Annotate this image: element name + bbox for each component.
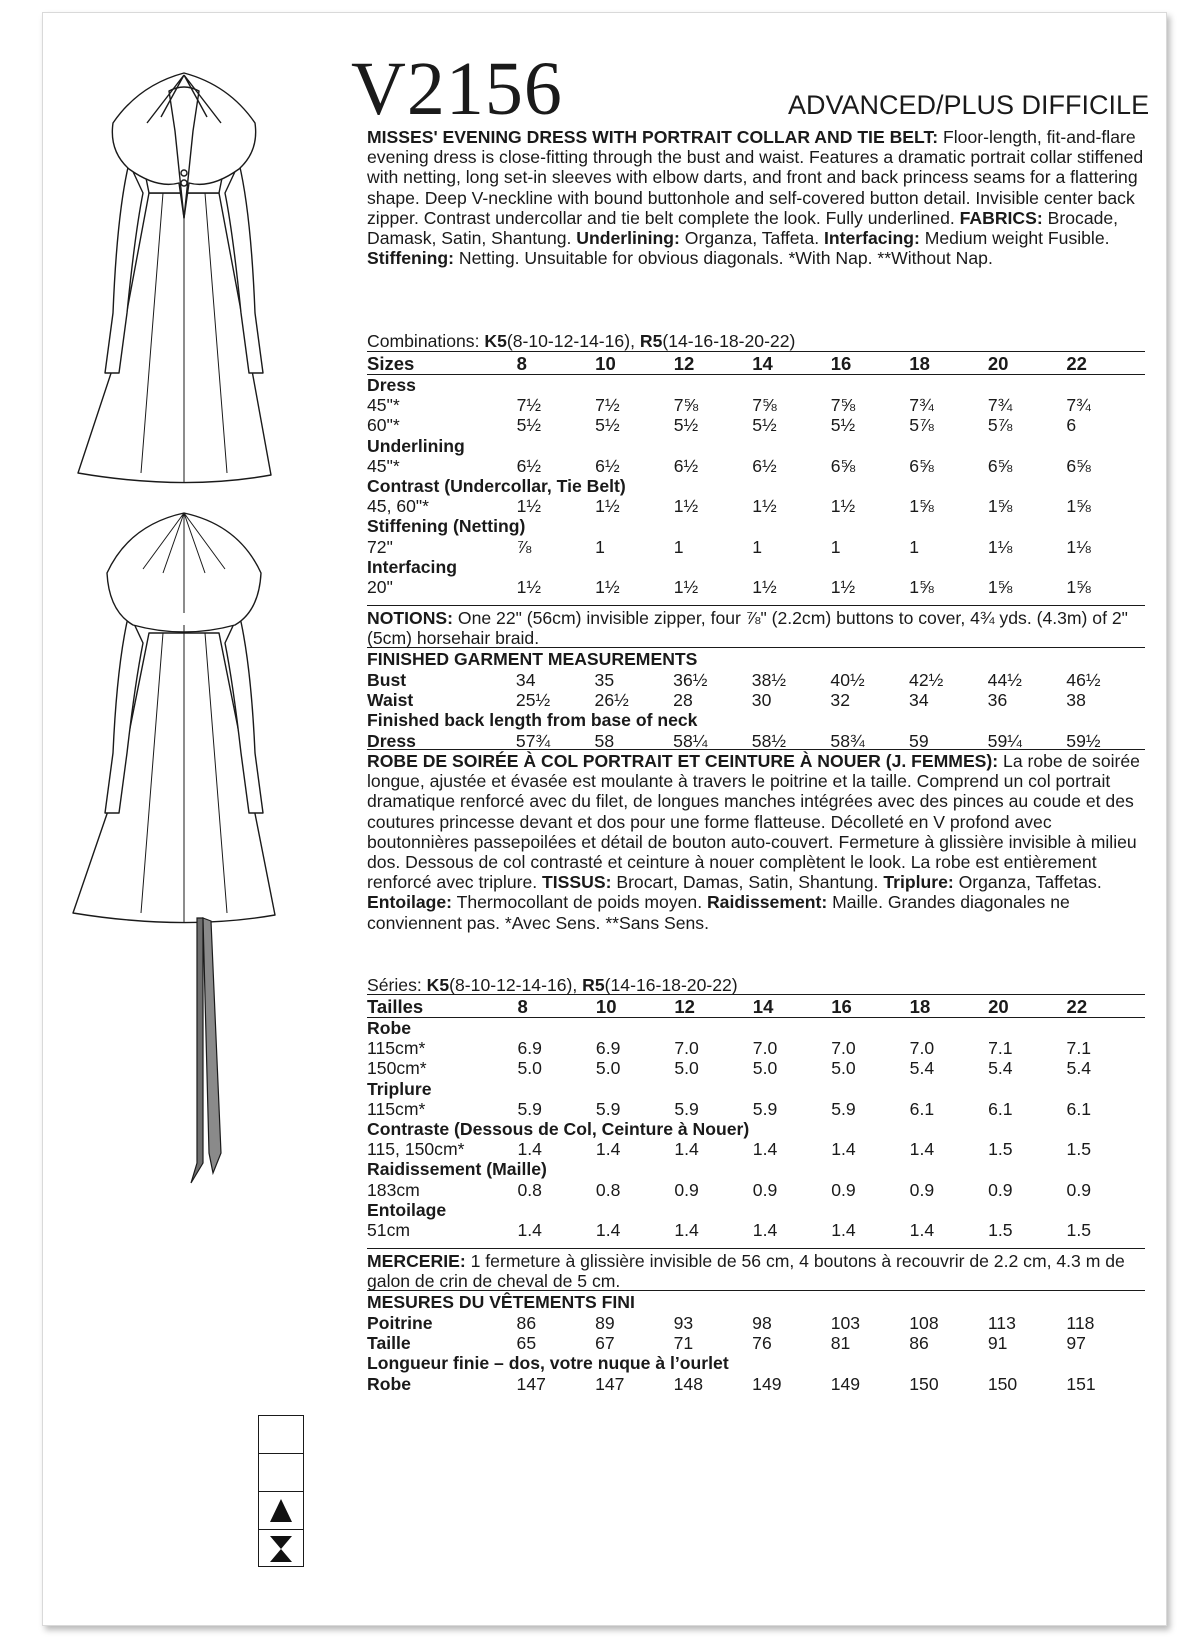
- table-cell: 113: [987, 1313, 1016, 1333]
- french-yardage-table-wrap: [367, 994, 1145, 1240]
- table-cell: 1.4: [752, 1220, 778, 1241]
- table-cell: 59¼: [987, 730, 1022, 751]
- table-cell: 5.0: [517, 1058, 542, 1079]
- text-run: Thermocollant de poids moyen.: [452, 892, 707, 913]
- text-run: 1 fermeture à glissière invisible de 56 cm, 4 boutons à recouvrir de 2.2 cm, 4.3 m de galon de crin de cheval de 5 cm.: [367, 1251, 1125, 1291]
- table-group-row: [367, 557, 1145, 577]
- french-notions: [367, 1248, 1145, 1291]
- table-cell: 1.4: [517, 1220, 542, 1241]
- table-cell: 1⅝: [1066, 496, 1091, 517]
- english-yardage-table-wrap: [367, 351, 1145, 597]
- table-cell: 30: [751, 690, 772, 711]
- text-run: FABRICS:: [959, 207, 1043, 228]
- table-cell: 5.9: [831, 1098, 856, 1119]
- symbol-cell-empty: [259, 1416, 303, 1454]
- table-cell: 150cm*: [367, 1058, 427, 1079]
- pattern-envelope-back: [42, 12, 1167, 1626]
- table-cell: 5⅞: [987, 415, 1013, 436]
- table-cell: 1⅝: [987, 577, 1013, 598]
- table-cell: 18: [909, 352, 988, 375]
- table-cell: 5½: [830, 415, 856, 436]
- table-cell: 58: [594, 730, 615, 751]
- text-run: TISSUS:: [542, 872, 612, 893]
- table-cell: 6.1: [988, 1098, 1013, 1119]
- table-group-row: [367, 1119, 1145, 1139]
- table-row: [367, 395, 1145, 415]
- table-group-row: [367, 436, 1145, 456]
- text-run: Organza, Taffetas.: [953, 872, 1102, 893]
- table-cell: 115, 150cm*: [367, 1139, 465, 1160]
- text-run: K5: [426, 975, 450, 995]
- difficulty-level: ADVANCED/PLUS DIFFICILE: [788, 90, 1150, 120]
- table-row: [367, 731, 1145, 751]
- table-cell: 0.9: [674, 1179, 699, 1200]
- text-run: MERCERIE:: [367, 1251, 466, 1271]
- table-cell: 149: [752, 1373, 782, 1394]
- table-cell: 6⅝: [909, 455, 934, 476]
- table-cell: 5.0: [674, 1058, 699, 1079]
- table-cell: 6½: [673, 455, 699, 476]
- table-cell: 1.5: [1066, 1220, 1091, 1241]
- table-row: [367, 1038, 1145, 1058]
- table-row: [367, 537, 1145, 557]
- table-cell: 38½: [751, 670, 787, 690]
- table-cell: 5.0: [831, 1058, 856, 1079]
- text-run: ROBE DE SOIRÉE À COL PORTRAIT ET CEINTURE À NOUER (J. FEMMES):: [367, 751, 999, 771]
- table-cell: 103: [830, 1313, 861, 1333]
- table-cell: Triplure: [367, 1078, 432, 1099]
- table-group-row: [367, 1200, 1145, 1220]
- table-cell: 5½: [516, 415, 542, 436]
- table-group-row: [367, 710, 1145, 730]
- french-yardage-table: [367, 994, 1145, 1240]
- table-cell: Interfacing: [367, 556, 457, 577]
- table-cell: 1.5: [988, 1220, 1013, 1241]
- table-cell: 150: [987, 1373, 1018, 1394]
- text-run: (8-10-12-14-16),: [506, 331, 640, 351]
- table-cell: 1.4: [909, 1139, 935, 1160]
- french-measurements-title: MESURES DU VÊTEMENTS FINI: [367, 1290, 1145, 1313]
- table-cell: 5.9: [517, 1098, 542, 1119]
- table-cell: Robe: [367, 1373, 411, 1394]
- table-cell: 14: [753, 995, 831, 1018]
- table-cell: Waist: [367, 690, 414, 711]
- table-cell: Entoilage: [367, 1199, 447, 1220]
- table-cell: 8: [517, 352, 596, 375]
- table-cell: 1: [595, 536, 605, 557]
- table-cell: 6.9: [517, 1038, 542, 1059]
- text-run: Maille. Grandes diagonales ne conviennent pas. *Avec Sens. **Sans Sens.: [367, 892, 1070, 933]
- table-cell: 108: [909, 1313, 939, 1333]
- table-cell: 7⅝: [673, 395, 699, 416]
- table-cell: 28: [673, 690, 693, 711]
- table-row: [367, 1313, 1145, 1333]
- table-cell: 6⅝: [987, 455, 1013, 476]
- table-cell: 7.1: [988, 1038, 1013, 1059]
- text-run: MISSES' EVENING DRESS WITH PORTRAIT COLLAR AND TIE BELT:: [367, 127, 939, 147]
- table-row: [367, 415, 1145, 435]
- table-cell: 34: [515, 670, 536, 690]
- table-cell: 40½: [830, 670, 865, 690]
- english-measurements-table: [367, 670, 1145, 751]
- table-cell: 0.8: [517, 1179, 542, 1200]
- table-cell: 5.4: [909, 1058, 935, 1079]
- table-cell: 1: [673, 536, 684, 557]
- dress-front-illustration: [78, 73, 271, 483]
- table-cell: 7½: [516, 395, 542, 416]
- text-run: Brocart, Damas, Satin, Shantung.: [611, 872, 884, 893]
- english-measurements: [367, 647, 1145, 751]
- symbol-cell-triangle: [259, 1492, 303, 1530]
- table-cell: 36½: [673, 670, 708, 690]
- table-cell: 16: [831, 995, 909, 1018]
- table-cell: 35: [594, 670, 615, 690]
- english-notions: [367, 605, 1145, 648]
- text-run: Brocade, Damask, Satin, Shantung.: [367, 207, 1119, 249]
- table-cell: 0.9: [831, 1179, 856, 1200]
- table-cell: 6.1: [909, 1098, 935, 1119]
- table-cell: 18: [910, 995, 988, 1018]
- table-cell: 32: [830, 690, 850, 711]
- table-cell: 71: [673, 1333, 694, 1354]
- table-cell: 58½: [751, 730, 787, 751]
- table-cell: 1½: [752, 577, 777, 598]
- french-measurements-table: [367, 1313, 1145, 1394]
- table-cell: 59: [909, 730, 929, 751]
- table-group-row: [367, 1353, 1145, 1373]
- text-run: NOTIONS:: [367, 608, 454, 628]
- table-cell: 86: [909, 1333, 929, 1354]
- table-cell: Poitrine: [367, 1313, 433, 1333]
- table-cell: Underlining: [367, 435, 465, 456]
- table-row: [367, 1180, 1145, 1200]
- table-cell: 5½: [673, 415, 699, 436]
- table-cell: 6.1: [1066, 1098, 1091, 1119]
- text-run: (14-16-18-20-22): [604, 975, 738, 995]
- text-run: Séries:: [367, 975, 427, 995]
- table-cell: 5⅞: [909, 415, 934, 436]
- table-cell: 1½: [673, 496, 699, 517]
- table-cell: 45"*: [367, 395, 400, 416]
- table-row: [367, 1374, 1145, 1394]
- table-cell: 1½: [752, 496, 777, 517]
- text-run: Netting. Unsuitable for obvious diagonals. *With Nap. **Without Nap.: [453, 248, 993, 269]
- table-cell: 0.9: [752, 1179, 778, 1200]
- table-cell: 7⅝: [752, 395, 777, 416]
- table-cell: 14: [752, 352, 831, 375]
- table-row: [367, 1099, 1145, 1119]
- table-cell: 93: [673, 1313, 694, 1333]
- french-description-text: [367, 751, 1145, 933]
- table-cell: 7.0: [909, 1038, 935, 1059]
- table-cell: Dress: [367, 730, 416, 751]
- text-run: (14-16-18-20-22): [662, 331, 796, 351]
- table-row: [367, 1220, 1145, 1240]
- symbol-box: [258, 1415, 304, 1567]
- table-cell: 150: [909, 1373, 939, 1394]
- table-cell: 1½: [673, 577, 699, 598]
- table-group-row: [367, 516, 1145, 536]
- table-cell: 1.4: [517, 1139, 542, 1160]
- table-cell: 147: [516, 1373, 546, 1394]
- table-row: [367, 670, 1145, 690]
- table-cell: 10: [595, 352, 674, 375]
- table-cell: 1.5: [1066, 1139, 1091, 1160]
- table-cell: 5.0: [595, 1058, 621, 1079]
- french-measurements: [367, 1290, 1145, 1394]
- table-cell: 7¾: [909, 395, 934, 416]
- english-combinations: [367, 331, 1145, 351]
- table-cell: 1½: [595, 577, 620, 598]
- table-cell: 6.9: [595, 1038, 621, 1059]
- table-cell: 45"*: [367, 455, 400, 476]
- table-group-row: [367, 476, 1145, 496]
- table-cell: 1½: [516, 496, 542, 517]
- table-cell: 45, 60"*: [367, 496, 430, 517]
- dress-back-illustration: [73, 513, 275, 923]
- table-cell: 1.5: [988, 1139, 1013, 1160]
- table-cell: 16: [831, 352, 910, 375]
- table-cell: 183cm: [367, 1179, 420, 1200]
- table-cell: 51cm: [367, 1220, 411, 1241]
- text-run: R5: [639, 331, 663, 351]
- table-cell: 1½: [830, 577, 856, 598]
- table-cell: 1⅝: [1066, 577, 1091, 598]
- table-cell: 1: [830, 536, 841, 557]
- table-cell: 0.9: [988, 1179, 1013, 1200]
- text-run: Organza, Taffeta.: [679, 228, 825, 249]
- table-cell: 0.8: [595, 1179, 621, 1200]
- table-cell: 0.9: [1066, 1179, 1091, 1200]
- text-run: Entoilage:: [367, 892, 453, 913]
- table-cell: 46½: [1066, 670, 1101, 690]
- text-run: Interfacing:: [824, 228, 920, 249]
- table-cell: 0.9: [909, 1179, 935, 1200]
- symbol-cell-empty: [259, 1454, 303, 1492]
- table-cell: 1⅝: [987, 496, 1013, 517]
- table-cell: 1⅝: [909, 577, 934, 598]
- table-cell: 5.4: [988, 1058, 1013, 1079]
- table-cell: 67: [595, 1333, 615, 1354]
- table-cell: 1.4: [909, 1220, 935, 1241]
- table-header-row: [367, 352, 1145, 375]
- table-cell: 149: [830, 1373, 861, 1394]
- table-cell: 6½: [516, 455, 542, 476]
- table-cell: 1⅝: [909, 496, 934, 517]
- text-run: K5: [484, 331, 507, 351]
- text-run: Raidissement:: [706, 892, 828, 913]
- table-row: [367, 456, 1145, 476]
- table-cell: 6½: [752, 455, 777, 476]
- table-cell: Robe: [367, 1018, 411, 1038]
- table-cell: 59½: [1066, 730, 1101, 751]
- table-cell: Contraste (Dessous de Col, Ceinture à Nouer): [367, 1119, 750, 1140]
- table-cell: 1½: [516, 577, 542, 598]
- table-cell: 91: [987, 1333, 1008, 1354]
- table-cell: 81: [830, 1333, 851, 1354]
- table-cell: Stiffening (Netting): [367, 516, 526, 537]
- table-cell: 1½: [595, 496, 620, 517]
- table-cell: Taille: [367, 1333, 411, 1354]
- table-cell: 1.4: [831, 1139, 856, 1160]
- table-cell: 1½: [830, 496, 856, 517]
- table-cell: 44½: [987, 670, 1022, 690]
- english-measurements-title: FINISHED GARMENT MEASUREMENTS: [367, 647, 1145, 670]
- table-header-row: [367, 995, 1145, 1018]
- table-cell: 98: [752, 1313, 772, 1333]
- table-cell: 58¾: [830, 730, 865, 751]
- table-cell: 6⅝: [830, 455, 856, 476]
- pattern-number: V2156: [351, 47, 563, 131]
- table-cell: 7.0: [674, 1038, 699, 1059]
- table-cell: 7½: [595, 395, 620, 416]
- table-cell: 89: [595, 1313, 615, 1333]
- table-cell: 6⅝: [1066, 455, 1091, 476]
- table-cell: 7¾: [1066, 395, 1091, 416]
- table-cell: 1.4: [674, 1220, 699, 1241]
- english-description: [367, 127, 1145, 268]
- table-cell: 151: [1066, 1373, 1096, 1394]
- table-cell: 115cm*: [367, 1098, 426, 1119]
- table-cell: 5.9: [595, 1098, 621, 1119]
- table-cell: Contrast (Undercollar, Tie Belt): [367, 476, 626, 497]
- table-cell: 7⅝: [830, 395, 856, 416]
- table-cell: 76: [752, 1333, 772, 1354]
- table-cell: Dress: [367, 375, 416, 395]
- table-cell: 1.4: [752, 1139, 778, 1160]
- table-cell: 22: [1066, 352, 1145, 375]
- table-group-row: [367, 1159, 1145, 1179]
- table-row: [367, 690, 1145, 710]
- table-cell: 12: [674, 352, 753, 375]
- table-cell: Raidissement (Maille): [367, 1159, 547, 1180]
- table-cell: 5.9: [752, 1098, 778, 1119]
- table-cell: 6½: [595, 455, 620, 476]
- table-cell: Tailles: [367, 995, 517, 1018]
- table-cell: 115cm*: [367, 1038, 426, 1059]
- table-cell: 22: [1067, 995, 1145, 1018]
- table-cell: 20: [988, 995, 1066, 1018]
- table-cell: 20: [988, 352, 1067, 375]
- table-cell: 1.4: [674, 1139, 699, 1160]
- french-combinations: [367, 975, 1145, 995]
- table-cell: 148: [673, 1373, 703, 1394]
- tie-belt-illustration: [191, 918, 221, 1183]
- table-cell: 5½: [752, 415, 777, 436]
- english-description-text: [367, 127, 1145, 268]
- text-run: (8-10-12-14-16),: [449, 975, 583, 995]
- table-cell: 1⅛: [987, 536, 1013, 557]
- table-cell: 97: [1066, 1333, 1086, 1354]
- table-cell: 8: [517, 995, 595, 1018]
- french-description: [367, 749, 1145, 933]
- text-run: One 22" (56cm) invisible zipper, four ⅞" (2.2cm) buttons to cover, 4¾ yds. (4.3m) of 2" (5cm) horsehair braid.: [367, 608, 1128, 648]
- table-cell: 7¾: [987, 395, 1013, 416]
- table-cell: 1: [752, 536, 763, 557]
- table-row: [367, 577, 1145, 597]
- table-cell: 6: [1066, 415, 1077, 436]
- table-cell: 1.4: [831, 1220, 856, 1241]
- table-cell: 5.0: [752, 1058, 778, 1079]
- table-cell: Finished back length from base of neck: [367, 710, 698, 731]
- table-cell: 5½: [595, 415, 620, 436]
- text-run: La robe de soirée longue, ajustée et évasée est moulante à travers le poitrine et la taille. Comprend un col portrait dramatique renforcé avec du filet, de longues manches intégrées avec des pinces au coude et des coutures princesse devant et dos pour une forme flatteuse. Décolleté en V profond avec boutonnières passepoilées et détail de bouton auto-couvert. Fermeture à glissière invisible à milieu dos. Dessous de col contrasté et ceinture à nouer complètent le look. La robe est entièrement renforcé avec triplure.: [367, 751, 1140, 893]
- table-group-row: [367, 375, 1145, 396]
- table-cell: 1.4: [595, 1139, 621, 1160]
- table-cell: 5.4: [1066, 1058, 1091, 1079]
- table-cell: 1⅛: [1066, 536, 1091, 557]
- table-cell: 147: [595, 1373, 625, 1394]
- table-cell: 1.4: [595, 1220, 621, 1241]
- table-group-row: [367, 1079, 1145, 1099]
- table-cell: 58¼: [673, 730, 708, 751]
- table-cell: Longueur finie – dos, votre nuque à l’ourlet: [367, 1353, 729, 1374]
- text-run: Floor-length, fit-and-flare evening dress is close-fitting through the bust and waist. Features a dramatic portrait collar stiffened with netting, long set-in sleeves with elbow darts, and front and back princess seams for a flattering shape. Deep V-neckline with bound buttonhole and self-covered button detail. Invisible center back zipper. Contrast undercollar and tie belt complete the look. Fully underlined.: [367, 127, 1144, 228]
- table-cell: 5.9: [674, 1098, 699, 1119]
- table-cell: 7.0: [752, 1038, 778, 1059]
- text-run: Combinations:: [367, 331, 485, 351]
- table-cell: 10: [596, 995, 674, 1018]
- text-run: Underlining:: [576, 228, 680, 249]
- text-run: Triplure:: [883, 872, 954, 893]
- table-cell: 72": [367, 536, 393, 557]
- table-cell: 12: [674, 995, 752, 1018]
- table-cell: Sizes: [367, 352, 517, 375]
- english-yardage-table: [367, 351, 1145, 597]
- table-cell: Bust: [367, 670, 407, 690]
- table-cell: 42½: [909, 670, 944, 690]
- triangle-up-icon: [259, 1492, 303, 1529]
- table-cell: 36: [987, 690, 1008, 711]
- table-cell: 65: [516, 1333, 537, 1354]
- table-cell: 1: [909, 536, 920, 557]
- table-cell: 7.0: [831, 1038, 856, 1059]
- table-cell: 118: [1066, 1313, 1095, 1333]
- table-cell: 60"*: [367, 415, 400, 436]
- text-run: Medium weight Fusible.: [919, 228, 1110, 249]
- table-group-row: [367, 1018, 1145, 1039]
- table-cell: 20": [367, 577, 393, 598]
- table-row: [367, 1058, 1145, 1078]
- table-cell: 86: [516, 1313, 537, 1333]
- table-cell: 26½: [594, 690, 629, 711]
- table-cell: 25½: [515, 690, 551, 711]
- table-cell: 34: [909, 690, 929, 711]
- text-run: R5: [582, 975, 605, 995]
- table-cell: ⅞: [516, 536, 532, 557]
- text-run: Stiffening:: [367, 248, 454, 269]
- table-cell: 38: [1066, 690, 1086, 711]
- table-row: [367, 496, 1145, 516]
- table-row: [367, 1139, 1145, 1159]
- table-cell: 57¾: [515, 730, 551, 751]
- symbol-cell-hourglass: [259, 1530, 303, 1567]
- table-cell: 7.1: [1066, 1038, 1091, 1059]
- hourglass-icon: [259, 1530, 303, 1567]
- table-row: [367, 1333, 1145, 1353]
